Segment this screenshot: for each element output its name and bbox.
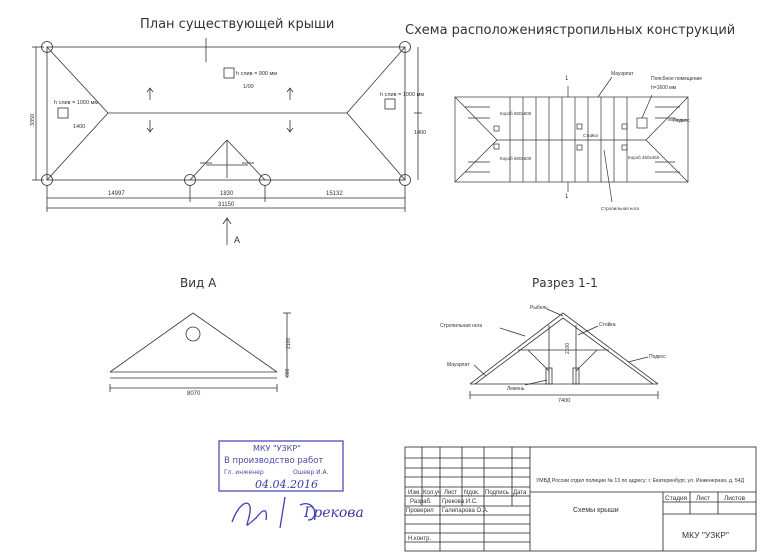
view-a-dim-small: 600	[285, 368, 291, 377]
tb-prover-label: Проверил	[406, 508, 434, 514]
tb-col-kol: Кол.уч	[423, 490, 441, 496]
handwritten-signature	[232, 497, 315, 528]
plan-title: План существующей крыши	[140, 17, 335, 32]
section-drawing	[470, 309, 658, 399]
section-label-konek: Рыбель	[530, 305, 548, 311]
plan-dim-left: 14997	[108, 191, 125, 197]
scheme-label-korob2: Короб 600x600	[500, 156, 532, 161]
section-label-mauerlat: Мауэрлат	[447, 362, 470, 368]
plan-dim-1400-right: 1400	[414, 130, 427, 136]
scheme-label-nog: Стропильная нога	[601, 206, 639, 211]
stamp-line2: В производство работ	[224, 456, 324, 466]
view-a-dim-width: 8070	[187, 391, 201, 397]
plan-dim-right: 15132	[326, 191, 343, 197]
stamp-line1: МКУ "УЗКР"	[253, 444, 301, 453]
production-stamp	[219, 441, 343, 491]
tb-prover-name: Галипарова О.А.	[442, 508, 489, 514]
plan-arrow-label: А	[234, 235, 241, 245]
plan-label-h-center: h слив = 900 мм	[236, 71, 278, 77]
scheme-label-korob1: Короб 600x600	[500, 111, 532, 116]
section-dim-h: 2100	[565, 342, 571, 354]
scheme-label-podkos: Подкос	[673, 118, 690, 124]
plan-label-h-left: h слив = 1000 мм	[54, 100, 99, 106]
tb-sheet-title: Схемы крыши	[573, 507, 619, 514]
tb-listov: Листов	[724, 495, 746, 502]
tb-col-izm: Изм.	[408, 490, 421, 496]
tb-nkontr-label: Н.контр.	[408, 536, 432, 542]
section-title: Разрез 1-1	[532, 276, 598, 290]
scheme-section-mark-top: 1	[565, 76, 569, 82]
plan-dim-1400-left: 1400	[73, 124, 86, 130]
plan-dim-left-side: 3350	[30, 113, 36, 126]
view-a-title: Вид А	[180, 276, 217, 290]
stamp-line3: Гл. инженер	[224, 469, 264, 476]
scheme-label-mauerlat: Мауэрлат	[611, 71, 634, 77]
tb-list: Лист	[696, 495, 711, 502]
scheme-title: Схема расположениястропильных конструкций	[405, 23, 736, 38]
tb-project: УМВД России отдел полиции № 13 по адресу: г. Екатеринбург, ул. Инженерная, д. 54Д	[536, 478, 745, 484]
tb-col-podpis: Подпись	[485, 490, 509, 496]
rafter-scheme	[455, 77, 688, 202]
tb-org: МКУ "УЗКР"	[682, 530, 729, 540]
section-dim-width: 7400	[558, 398, 571, 404]
stamp-line4: Ошевр И.А.	[293, 469, 329, 476]
plan-dim-mid: 1830	[220, 191, 234, 197]
section-label-stoika: Стойка	[599, 322, 616, 328]
plan-dim-1100: 1/00	[243, 84, 254, 90]
tb-razrab-name: Грекова И.С.	[442, 499, 478, 505]
scheme-label-stoika: Стойка	[583, 133, 598, 138]
section-label-lezhen: Лежень	[507, 386, 525, 392]
tb-stadia: Стадия	[665, 495, 688, 502]
view-a-dim-height: 2100	[286, 337, 292, 349]
view-a-drawing	[110, 313, 291, 392]
plan-dim-total: 31150	[218, 202, 235, 208]
scheme-label-belt: Поясбное помещение	[651, 76, 703, 82]
scheme-label-korob3: Короб 450x450	[628, 155, 660, 160]
section-label-nog: Стропильная нога	[440, 323, 483, 329]
scheme-label-h: h=1600 мм	[651, 85, 677, 91]
signature-name: Грекова	[304, 505, 364, 521]
section-label-podkos: Подкос	[649, 354, 666, 360]
stamp-date: 04.04.2016	[255, 478, 318, 491]
tb-col-ndok: Nдок.	[464, 490, 480, 496]
plan-label-h-right: h слив = 1000 мм	[380, 92, 425, 98]
tb-razrab-label: Разраб.	[410, 499, 432, 505]
tb-col-data: Дата	[513, 490, 527, 496]
roof-plan	[32, 38, 425, 245]
scheme-section-mark-bottom: 1	[565, 194, 569, 200]
tb-col-list: Лист	[444, 490, 458, 496]
